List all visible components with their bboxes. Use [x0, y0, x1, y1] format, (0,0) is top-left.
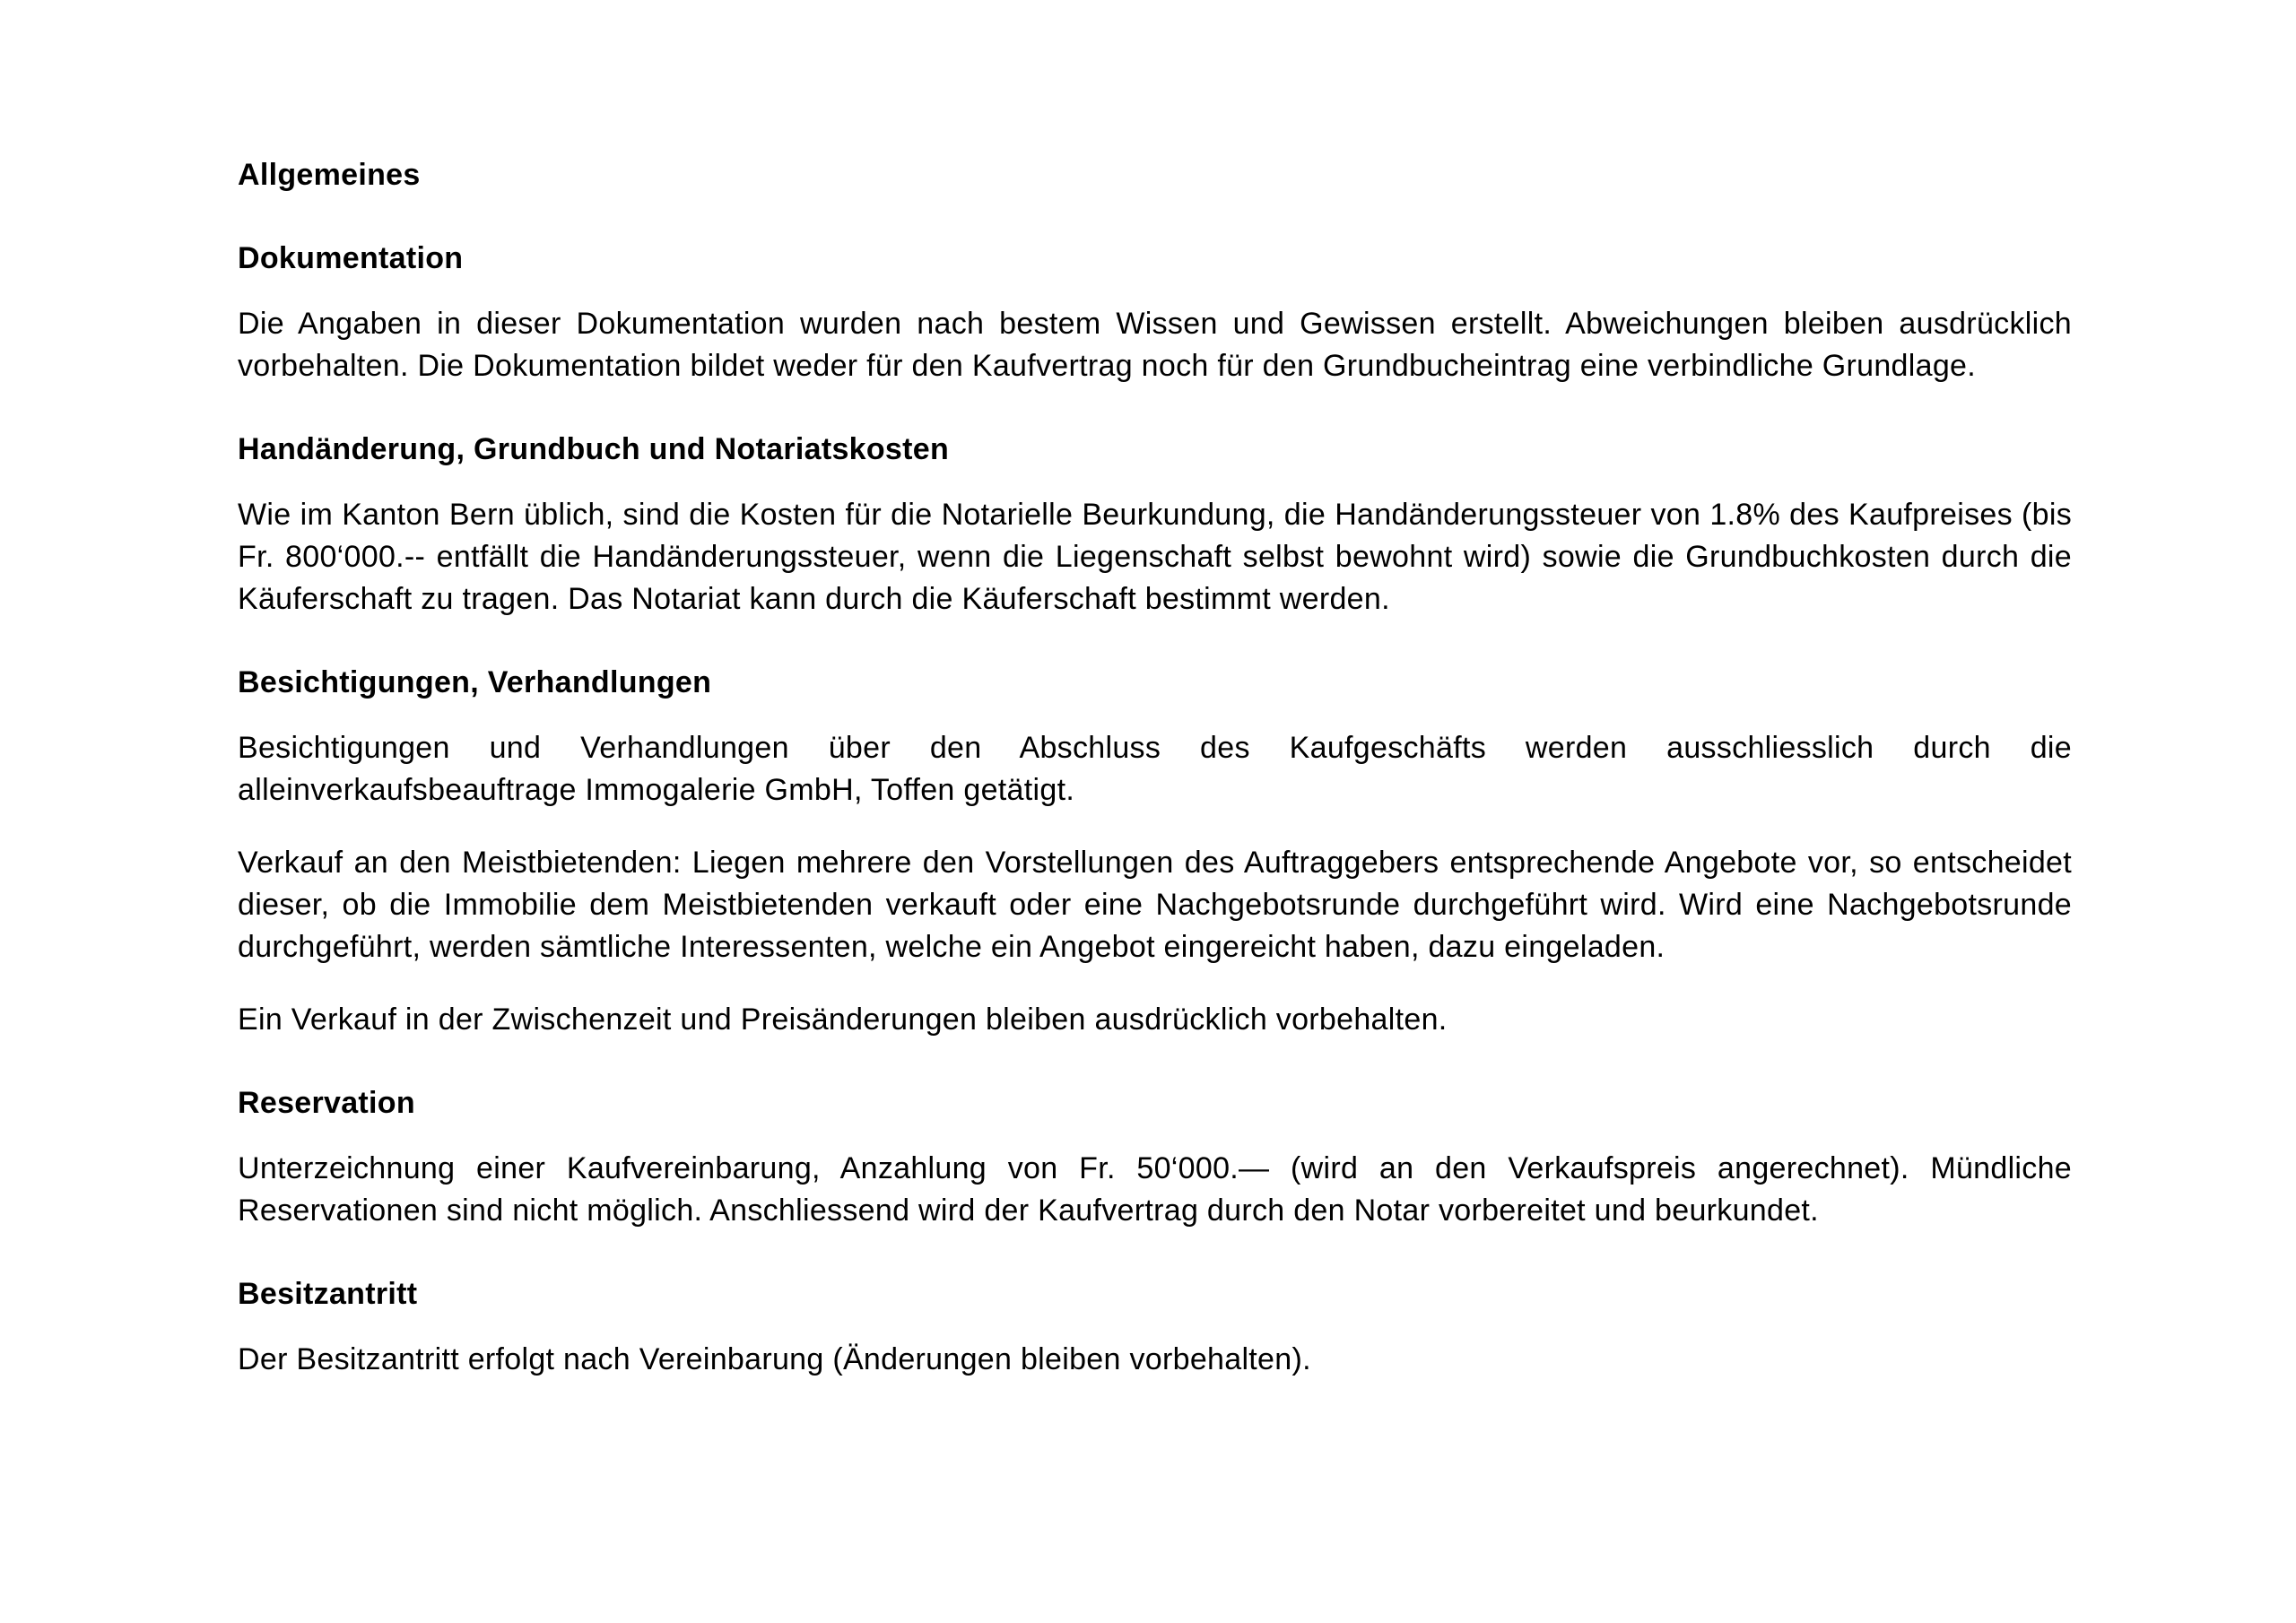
section-heading-dokumentation: Dokumentation: [238, 241, 464, 275]
section-heading-besitzantritt: Besitzantritt: [238, 1277, 418, 1311]
paragraph: Der Besitzantritt erfolgt nach Vereinbarung (Änderungen bleiben vorbehalten).: [238, 1342, 1311, 1376]
section-dokumentation: [238, 238, 2072, 387]
section-heading-besichtigungen: Besichtigungen, Verhandlungen: [238, 665, 712, 699]
paragraph: Die Angaben in dieser Dokumentation wurden nach bestem Wissen und Gewissen erstellt. Abweichungen bleiben ausdrücklich vorbehalten. Die Dokumentation bildet weder für den Kaufvertrag noch für den Grundbucheintrag eine verbindliche Grundlage.: [238, 307, 2072, 383]
paragraph: Wie im Kanton Bern üblich, sind die Kosten für die Notarielle Beurkundung, die Handänderungssteuer von 1.8% des Kaufpreises (bis Fr. 800‘000.-- entfällt die Handänderungssteuer, wenn die Liegenschaft selbst bewohnt wird) sowie die Grundbuchkosten durch die Käuferschaft zu tragen. Das Notariat kann durch die Käuferschaft bestimmt werden.: [238, 498, 2072, 616]
section-allgemeines: [238, 154, 2072, 196]
paragraph: Verkauf an den Meistbietenden: Liegen mehrere den Vorstellungen des Auftraggebers entsprechende Angebote vor, so entscheidet dieser, ob die Immobilie dem Meistbietenden verkauft oder eine Nachgebotsrunde durchgeführt wird. Wird eine Nachgebotsrunde durchgeführt, werden sämtliche Interessenten, welche ein Angebot eingereicht haben, dazu eingeladen.: [238, 846, 2072, 964]
section-heading-handaenderung: Handänderung, Grundbuch und Notariatskosten: [238, 432, 950, 466]
section-heading-reservation: Reservation: [238, 1086, 415, 1120]
paragraph: Ein Verkauf in der Zwischenzeit und Preisänderungen bleiben ausdrücklich vorbehalten.: [238, 1002, 1448, 1037]
section-heading-allgemeines: Allgemeines: [238, 158, 421, 192]
section-handaenderung: [238, 429, 2072, 621]
section-reservation: [238, 1082, 2072, 1232]
section-besitzantritt: [238, 1273, 2072, 1381]
section-besichtigungen: [238, 662, 2072, 1041]
paragraph: Besichtigungen und Verhandlungen über den Abschluss des Kaufgeschäfts werden ausschliesslich durch die alleinverkaufsbeauftrage Immogalerie GmbH, Toffen getätigt.: [238, 731, 2072, 807]
paragraph: Unterzeichnung einer Kaufvereinbarung, Anzahlung von Fr. 50‘000.— (wird an den Verkaufspreis angerechnet). Mündliche Reservationen sind nicht möglich. Anschliessend wird der Kaufvertrag durch den Notar vorbereitet und beurkundet.: [238, 1151, 2072, 1228]
